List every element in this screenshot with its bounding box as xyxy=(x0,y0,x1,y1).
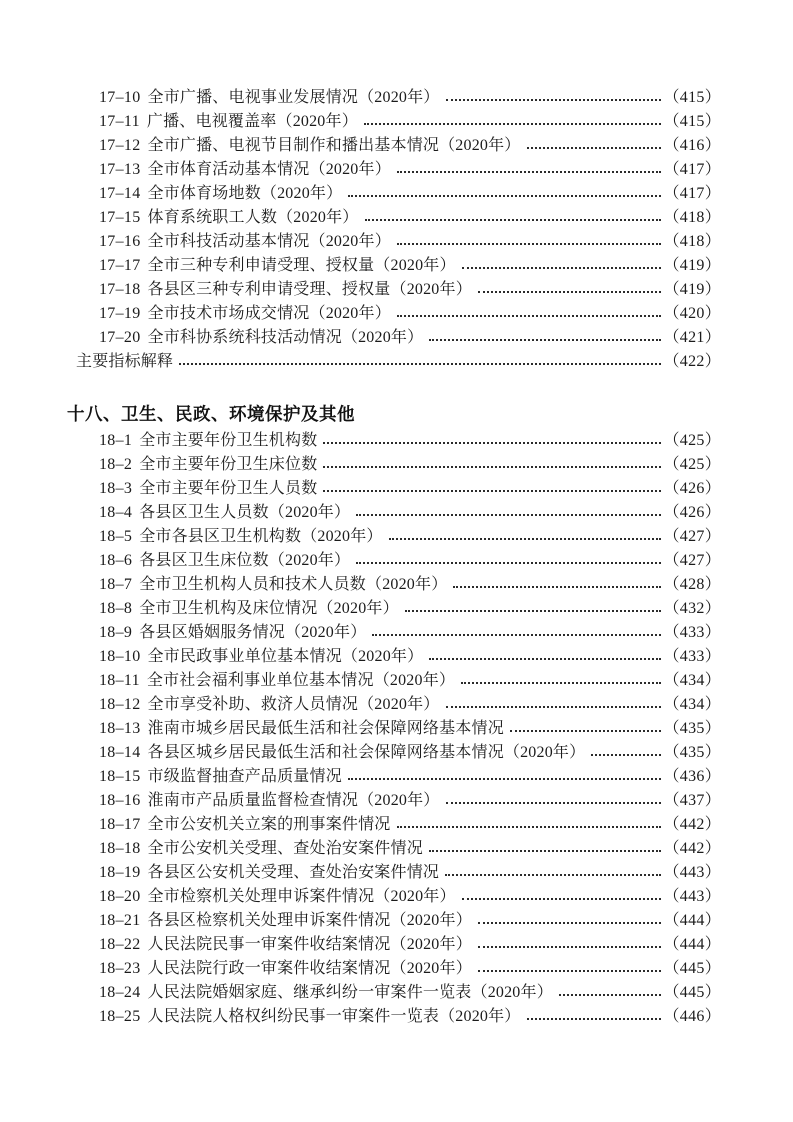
entry-title: 全市广播、电视事业发展情况（2020年） xyxy=(147,89,440,106)
entry-number: 17–18 xyxy=(99,281,141,298)
entry-number: 17–12 xyxy=(99,137,141,154)
entry-page-number: （443） xyxy=(663,864,721,881)
dot-leader xyxy=(399,597,664,621)
toc-entry xyxy=(0,837,793,861)
toc-entry xyxy=(0,933,793,957)
dot-leader xyxy=(350,501,663,525)
dot-leader xyxy=(383,525,664,549)
entry-title: 全市主要年份卫生床位数 xyxy=(139,456,318,473)
entry-page-number: （415） xyxy=(663,89,721,106)
entry-number: 18–1 xyxy=(99,432,133,449)
toc-entry xyxy=(0,278,793,302)
entry-page-number: （422） xyxy=(663,353,721,370)
entry-title: 全市公安机关立案的刑事案件情况 xyxy=(147,816,391,833)
entry-title: 主要指标解释 xyxy=(76,353,174,370)
dot-leader xyxy=(391,302,664,326)
entry-title: 全市享受补助、救济人员情况（2020年） xyxy=(147,696,440,713)
entry-number: 18–17 xyxy=(99,816,141,833)
entry-page-number: （421） xyxy=(663,329,721,346)
dot-leader xyxy=(553,981,664,1005)
entry-number: 18–2 xyxy=(99,456,133,473)
dot-leader xyxy=(423,326,663,350)
entry-number: 17–10 xyxy=(99,89,141,106)
entry-number: 17–14 xyxy=(99,185,141,202)
toc-entry xyxy=(0,597,793,621)
entry-page-number: （419） xyxy=(663,257,721,274)
entry-page-number: （446） xyxy=(663,1008,721,1025)
dot-leader xyxy=(317,477,663,501)
entry-number: 18–23 xyxy=(99,960,141,977)
entry-number: 17–13 xyxy=(99,161,141,178)
entry-number: 18–22 xyxy=(99,936,141,953)
entry-title: 各县区三种专利申请受理、授权量（2020年） xyxy=(147,281,472,298)
entry-title: 广播、电视覆盖率（2020年） xyxy=(146,113,358,130)
dot-leader xyxy=(455,669,663,693)
entry-title: 各县区城乡居民最低生活和社会保障网络基本情况（2020年） xyxy=(147,744,586,761)
entry-page-number: （425） xyxy=(663,432,721,449)
entry-title: 人民法院行政一审案件收结案情况（2020年） xyxy=(147,960,472,977)
entry-page-number: （432） xyxy=(663,600,721,617)
entry-title: 全市主要年份卫生人员数 xyxy=(139,480,318,497)
toc-entry xyxy=(0,158,793,182)
dot-leader xyxy=(317,429,663,453)
entry-number: 17–17 xyxy=(99,257,141,274)
toc-entry xyxy=(0,134,793,158)
toc-entry xyxy=(0,621,793,645)
toc-entry xyxy=(0,1005,793,1029)
toc-entry xyxy=(0,693,793,717)
entry-page-number: （427） xyxy=(663,528,721,545)
section-heading: 十八、卫生、民政、环境保护及其他 xyxy=(67,404,355,424)
entry-number: 18–21 xyxy=(99,912,141,929)
entry-page-number: （419） xyxy=(663,281,721,298)
entry-page-number: （427） xyxy=(663,552,721,569)
dot-leader xyxy=(504,717,664,741)
dot-leader xyxy=(585,741,663,765)
entry-title: 各县区卫生人员数（2020年） xyxy=(139,504,351,521)
toc-section xyxy=(0,86,793,374)
toc-entry xyxy=(0,669,793,693)
entry-title: 市级监督抽查产品质量情况 xyxy=(147,768,342,785)
entry-title: 全市三种专利申请受理、授权量（2020年） xyxy=(147,257,456,274)
toc-entry xyxy=(0,477,793,501)
dot-leader xyxy=(440,86,664,110)
entry-number: 18–14 xyxy=(99,744,141,761)
dot-leader xyxy=(472,957,664,981)
entry-number: 18–16 xyxy=(99,792,141,809)
dot-leader xyxy=(359,206,664,230)
toc-entry xyxy=(0,885,793,909)
toc-entry xyxy=(0,453,793,477)
entry-number: 18–15 xyxy=(99,768,141,785)
entry-title: 人民法院人格权纠纷民事一审案件一览表（2020年） xyxy=(147,1008,521,1025)
entry-page-number: （436） xyxy=(663,768,721,785)
entry-page-number: （426） xyxy=(663,480,721,497)
entry-number: 18–24 xyxy=(99,984,141,1001)
entry-number: 18–12 xyxy=(99,696,141,713)
dot-leader xyxy=(472,933,664,957)
toc-entry xyxy=(0,302,793,326)
dot-leader xyxy=(173,350,663,374)
entry-page-number: （445） xyxy=(663,960,721,977)
entry-number: 17–15 xyxy=(99,209,141,226)
dot-leader xyxy=(391,813,664,837)
toc-entry xyxy=(0,326,793,350)
entry-number: 18–20 xyxy=(99,888,141,905)
entry-title: 各县区公安机关受理、查处治安案件情况 xyxy=(147,864,440,881)
entry-title: 全市检察机关处理申诉案件情况（2020年） xyxy=(147,888,456,905)
dot-leader xyxy=(440,693,664,717)
entry-number: 18–6 xyxy=(99,552,133,569)
entry-title: 各县区检察机关处理申诉案件情况（2020年） xyxy=(147,912,472,929)
entry-page-number: （434） xyxy=(663,696,721,713)
dot-leader xyxy=(358,110,664,134)
dot-leader xyxy=(391,158,664,182)
entry-number: 18–7 xyxy=(99,576,133,593)
toc-section xyxy=(0,401,793,1029)
toc-entry xyxy=(0,765,793,789)
dot-leader xyxy=(439,861,663,885)
dot-leader xyxy=(391,230,664,254)
toc-entry xyxy=(0,909,793,933)
dot-leader xyxy=(472,909,664,933)
dot-leader xyxy=(423,645,663,669)
entry-title: 全市各县区卫生机构数（2020年） xyxy=(139,528,383,545)
entry-page-number: （435） xyxy=(663,720,721,737)
entry-title: 全市主要年份卫生机构数 xyxy=(139,432,318,449)
toc-entry xyxy=(0,741,793,765)
entry-title: 全市民政事业单位基本情况（2020年） xyxy=(147,648,424,665)
entry-page-number: （444） xyxy=(663,936,721,953)
entry-page-number: （445） xyxy=(663,984,721,1001)
dot-leader xyxy=(447,573,663,597)
entry-page-number: （428） xyxy=(663,576,721,593)
entry-title: 全市技术市场成交情况（2020年） xyxy=(147,305,391,322)
entry-page-number: （417） xyxy=(663,161,721,178)
toc-entry xyxy=(0,573,793,597)
toc-entry xyxy=(0,86,793,110)
dot-leader xyxy=(456,254,664,278)
entry-page-number: （442） xyxy=(663,816,721,833)
dot-leader xyxy=(342,182,663,206)
entry-page-number: （444） xyxy=(663,912,721,929)
entry-number: 18–5 xyxy=(99,528,133,545)
toc-entry xyxy=(0,230,793,254)
toc-entry xyxy=(0,429,793,453)
entry-page-number: （435） xyxy=(663,744,721,761)
entry-number: 17–20 xyxy=(99,329,141,346)
dot-leader xyxy=(440,789,664,813)
entry-title: 各县区婚姻服务情况（2020年） xyxy=(139,624,367,641)
entry-title: 人民法院婚姻家庭、继承纠纷一审案件一览表（2020年） xyxy=(147,984,553,1001)
entry-title: 全市社会福利事业单位基本情况（2020年） xyxy=(146,672,456,689)
entry-title: 全市科协系统科技活动情况（2020年） xyxy=(147,329,424,346)
toc-entry xyxy=(0,206,793,230)
toc-entry xyxy=(0,350,793,374)
entry-number: 18–3 xyxy=(99,480,133,497)
entry-title: 全市公安机关受理、查处治安案件情况 xyxy=(147,840,423,857)
dot-leader xyxy=(521,1005,664,1029)
entry-title: 体育系统职工人数（2020年） xyxy=(147,209,359,226)
entry-title: 全市科技活动基本情况（2020年） xyxy=(147,233,391,250)
toc-entry xyxy=(0,182,793,206)
toc-entry xyxy=(0,861,793,885)
entry-page-number: （442） xyxy=(663,840,721,857)
toc-entry xyxy=(0,645,793,669)
toc-entry xyxy=(0,981,793,1005)
toc-entry xyxy=(0,789,793,813)
toc-entry xyxy=(0,717,793,741)
table-of-contents xyxy=(0,86,793,1029)
entry-number: 18–13 xyxy=(99,720,141,737)
entry-number: 18–19 xyxy=(99,864,141,881)
toc-entry xyxy=(0,525,793,549)
entry-page-number: （420） xyxy=(663,305,721,322)
entry-title: 淮南市城乡居民最低生活和社会保障网络基本情况 xyxy=(147,720,504,737)
dot-leader xyxy=(521,134,664,158)
toc-entry xyxy=(0,813,793,837)
entry-page-number: （416） xyxy=(663,137,721,154)
toc-entry xyxy=(0,501,793,525)
entry-title: 全市体育活动基本情况（2020年） xyxy=(147,161,391,178)
entry-number: 18–4 xyxy=(99,504,133,521)
entry-page-number: （437） xyxy=(663,792,721,809)
entry-number: 18–10 xyxy=(99,648,141,665)
entry-number: 18–25 xyxy=(99,1008,141,1025)
entry-title: 全市体育场地数（2020年） xyxy=(147,185,343,202)
entry-title: 全市卫生机构及床位情况（2020年） xyxy=(139,600,399,617)
entry-number: 18–9 xyxy=(99,624,133,641)
entry-number: 18–11 xyxy=(99,672,140,689)
entry-number: 17–16 xyxy=(99,233,141,250)
dot-leader xyxy=(423,837,664,861)
dot-leader xyxy=(456,885,664,909)
entry-number: 18–8 xyxy=(99,600,133,617)
entry-page-number: （425） xyxy=(663,456,721,473)
entry-title: 人民法院民事一审案件收结案情况（2020年） xyxy=(147,936,472,953)
toc-entry xyxy=(0,957,793,981)
dot-leader xyxy=(342,765,664,789)
entry-title: 各县区卫生床位数（2020年） xyxy=(139,552,351,569)
entry-number: 17–19 xyxy=(99,305,141,322)
entry-page-number: （415） xyxy=(663,113,721,130)
entry-page-number: （426） xyxy=(663,504,721,521)
entry-page-number: （434） xyxy=(663,672,721,689)
entry-page-number: （433） xyxy=(663,624,721,641)
entry-number: 17–11 xyxy=(99,113,140,130)
dot-leader xyxy=(472,278,664,302)
entry-page-number: （443） xyxy=(663,888,721,905)
entry-page-number: （418） xyxy=(663,209,721,226)
toc-entry xyxy=(0,110,793,134)
toc-entry xyxy=(0,254,793,278)
entry-number: 18–18 xyxy=(99,840,141,857)
dot-leader xyxy=(350,549,663,573)
entry-title: 全市广播、电视节目制作和播出基本情况（2020年） xyxy=(147,137,521,154)
entry-page-number: （433） xyxy=(663,648,721,665)
entry-page-number: （417） xyxy=(663,185,721,202)
entry-page-number: （418） xyxy=(663,233,721,250)
entry-title: 淮南市产品质量监督检查情况（2020年） xyxy=(147,792,440,809)
toc-entry xyxy=(0,549,793,573)
entry-title: 全市卫生机构人员和技术人员数（2020年） xyxy=(139,576,448,593)
dot-leader xyxy=(317,453,663,477)
dot-leader xyxy=(366,621,663,645)
